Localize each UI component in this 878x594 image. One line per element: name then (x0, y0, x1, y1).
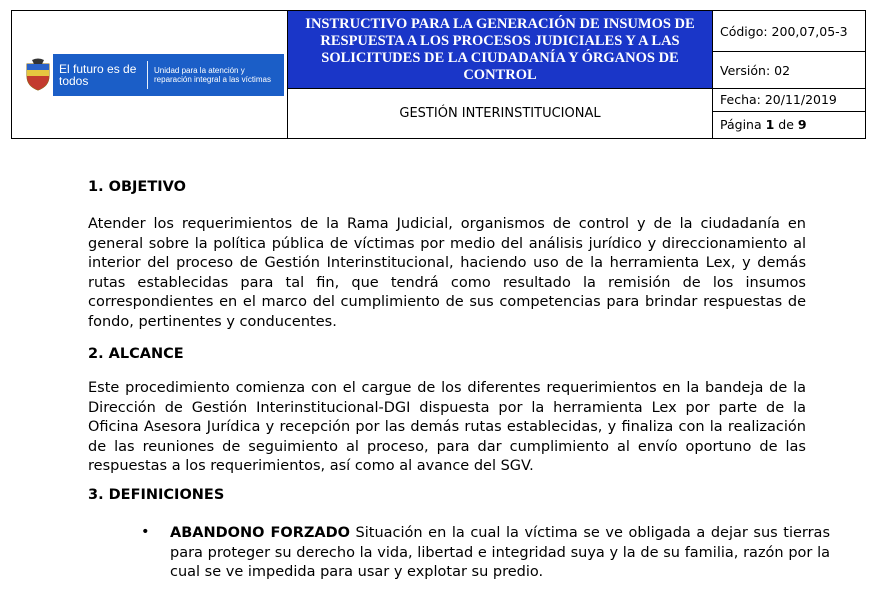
page-total: 9 (797, 117, 807, 132)
logo-subtext: Unidad para la atención y reparación integral a las víctimas (154, 65, 271, 84)
definition-body: Situación en la cual la víctima se ve obligada a dejar sus tierras para proteger su derecho la vida, libertad e integridad suya y la de su familia, razón por la cual se ve impedida para usar y explotar su predio. (170, 525, 831, 580)
date-label: Fecha: 20/11/2019 (713, 89, 865, 112)
section-text-alcance: Este procedimiento comienza con el cargue de los diferentes requerimientos en la bandeja de la Dirección de Gestión Interinstitucional-DGI dispuesta por la herramienta Lex por parte de la Oficina Asesora Jurídica y recepción por las demás rutas establecidas, y finaliza con la realización de las reuniones de seguimiento al proceso, para dar cumplimiento al envío oportuno de las respuestas a los requerimientos, así como al avance del SGV. (88, 380, 806, 474)
version-label: Versión: 02 (713, 52, 866, 89)
institution-logo (22, 54, 284, 96)
logo-tagline: El futuro es de todos (59, 61, 137, 88)
code-label: Código: 200,07,05-3 (713, 11, 866, 52)
bullet-icon: • (141, 524, 150, 540)
section-text-objetivo: Atender los requerimientos de la Rama Judicial, organismos de control y de la ciudadanía en general sobre la política pública de víctimas por medio del análisis jurídico y direccionamiento al interior del proceso de Gestión Interinstitucional, haciendo uso de la herramienta Lex, y demás rutas establecidas para tal fin, que tendrá como resultado la remisión de los insumos correspondientes en el marco del cumplimiento de sus competencias para brindar respuestas de fondo, pertinentes y conducentes. (88, 216, 806, 330)
date-page-cell (713, 89, 866, 139)
process-name: GESTIÓN INTERINSTITUCIONAL (288, 89, 713, 139)
page-of: de (774, 117, 798, 132)
definition-term: ABANDONO FORZADO (170, 525, 350, 541)
document-title: INSTRUCTIVO PARA LA GENERACIÓN DE INSUMOS DE RESPUESTA A LOS PROCESOS JUDICIALES Y A LAS SOLICITUDES DE LA CIUDADANÍA Y ÓRGANOS DE CONTROL (288, 11, 713, 89)
document-header (11, 10, 866, 139)
coat-of-arms-icon (22, 54, 53, 96)
page-label (713, 112, 865, 138)
section-heading-objetivo: 1. OBJETIVO (88, 179, 186, 195)
section-heading-alcance: 2. ALCANCE (88, 346, 184, 362)
section-heading-definiciones: 3. DEFINICIONES (88, 487, 225, 503)
definition-text (170, 524, 830, 583)
logo-band (53, 54, 284, 96)
page-prefix: Página (720, 117, 766, 132)
logo-divider (147, 61, 148, 89)
page-current: 1 (765, 117, 775, 132)
logo-cell (12, 11, 288, 139)
